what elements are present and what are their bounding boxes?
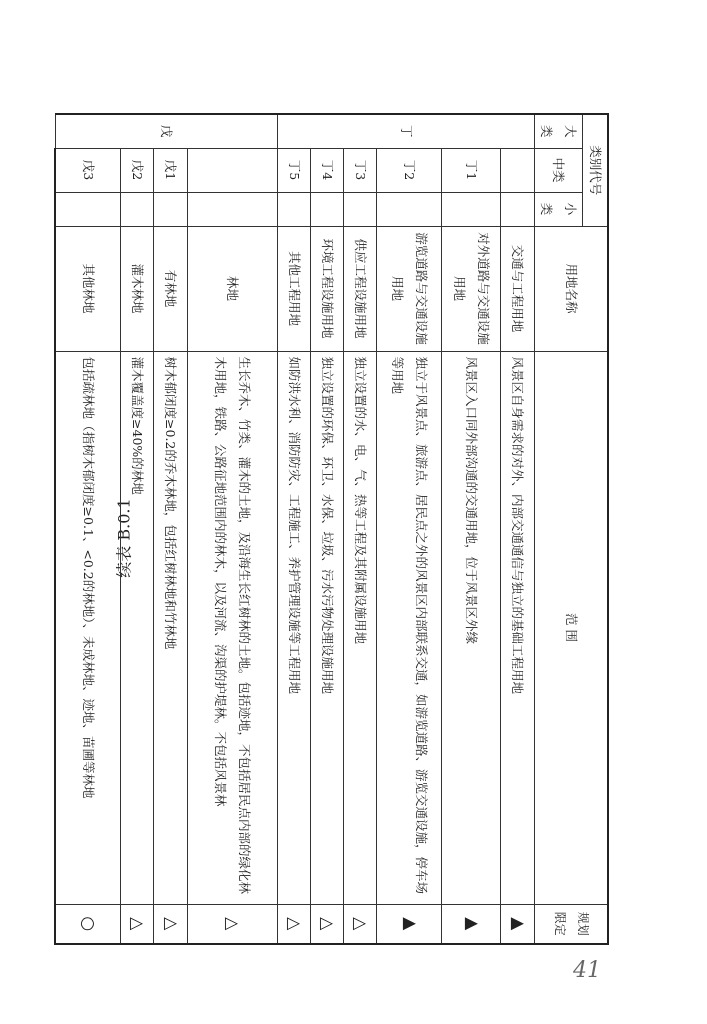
cell-minor [154,192,187,226]
cell-limit: ○ [55,904,120,944]
cell-minor [344,192,377,226]
cell-name: 林地 [187,226,277,351]
cell-minor [55,192,120,226]
header-scope: 范 围 [534,351,608,904]
cell-scope: 包括疏林地（指树木郁闭度≥0.1、<0.2的林地）、未成林地、迹地、苗圃等林地 [55,351,120,904]
cell-scope: 风景区自身需求的对外、内部交通通信与独立的基础工程用地 [501,351,534,904]
cell-limit: △ [187,904,277,944]
cell-medium: 丁3 [344,148,377,192]
cell-medium [187,148,277,192]
cell-minor [310,192,343,226]
cell-name: 其他工程用地 [277,226,310,351]
header-minor: 小类 [534,192,583,226]
cell-limit: ▲ [442,904,501,944]
cell-limit: △ [120,904,153,944]
cell-name: 环境工程设施用地 [310,226,343,351]
cell-medium [501,148,534,192]
cell-name: 其他林地 [55,226,120,351]
cell-scope: 风景区入口同外部沟通的交通用地，位于风景区外缘 [442,351,501,904]
cell-medium: 丁5 [277,148,310,192]
header-limit: 规划限定 [534,904,608,944]
cell-minor [377,192,442,226]
cell-medium: 丁4 [310,148,343,192]
cell-medium: 戊1 [154,148,187,192]
cell-medium: 戊2 [120,148,153,192]
page-number: 41 [573,958,601,983]
header-name: 用地名称 [534,226,608,351]
cell-scope: 树木郁闭度≥0.2的乔木林地，包括红树林地和竹林地 [154,351,187,904]
cell-name: 供应工程设施用地 [344,226,377,351]
cell-limit: △ [277,904,310,944]
cell-name: 灌木林地 [120,226,153,351]
cell-scope: 独立设置的水、电、气、热等工程及其附属设施用地 [344,351,377,904]
cell-scope: 如防洪水利、消防防灾、工程施工、养护管理设施等工程用地 [277,351,310,904]
cell-minor [187,192,277,226]
cell-major: 戊 [55,114,277,148]
header-category-code: 类别代号 [583,114,608,226]
cell-minor [501,192,534,226]
cell-scope: 生长乔木、竹类、灌木的土地，及沿海生长红树林的土地。包括迹地，不包括居民点内部的绿化林木用地，铁路、公路征地范围内的林木，以及河流、沟渠的护堤林。不包括风景林 [187,351,277,904]
cell-limit: ▲ [377,904,442,944]
cell-major: 丁 [277,114,534,148]
table-container [78,113,609,943]
cell-medium: 丁2 [377,148,442,192]
cell-scope: 独立于风景点、旅游点、居民点之外的风景区内部联系交通，如游览道路、游览交通设施，停车场等用地 [377,351,442,904]
cell-scope: 独立设置的环保、环卫、水保、垃圾、污水污物处理设施用地 [310,351,343,904]
cell-limit: ▲ [501,904,534,944]
cell-name: 对外道路与交通设施用地 [442,226,501,351]
cell-name: 有林地 [154,226,187,351]
cell-medium: 戊3 [55,148,120,192]
cell-limit: △ [344,904,377,944]
header-medium: 中类 [534,148,583,192]
cell-scope: 灌木覆盖度≥40%的林地 [120,351,153,904]
cell-minor [442,192,501,226]
cell-name: 游览道路与交通设施用地 [377,226,442,351]
cell-name: 交通与工程用地 [501,226,534,351]
cell-minor [120,192,153,226]
land-use-table [54,113,609,945]
cell-limit: △ [310,904,343,944]
table-caption: 续表 B.0.1 [114,498,134,578]
cell-minor [277,192,310,226]
rotated-table [78,113,609,943]
header-major: 大类 [534,114,583,148]
cell-limit: △ [154,904,187,944]
cell-medium: 丁1 [442,148,501,192]
